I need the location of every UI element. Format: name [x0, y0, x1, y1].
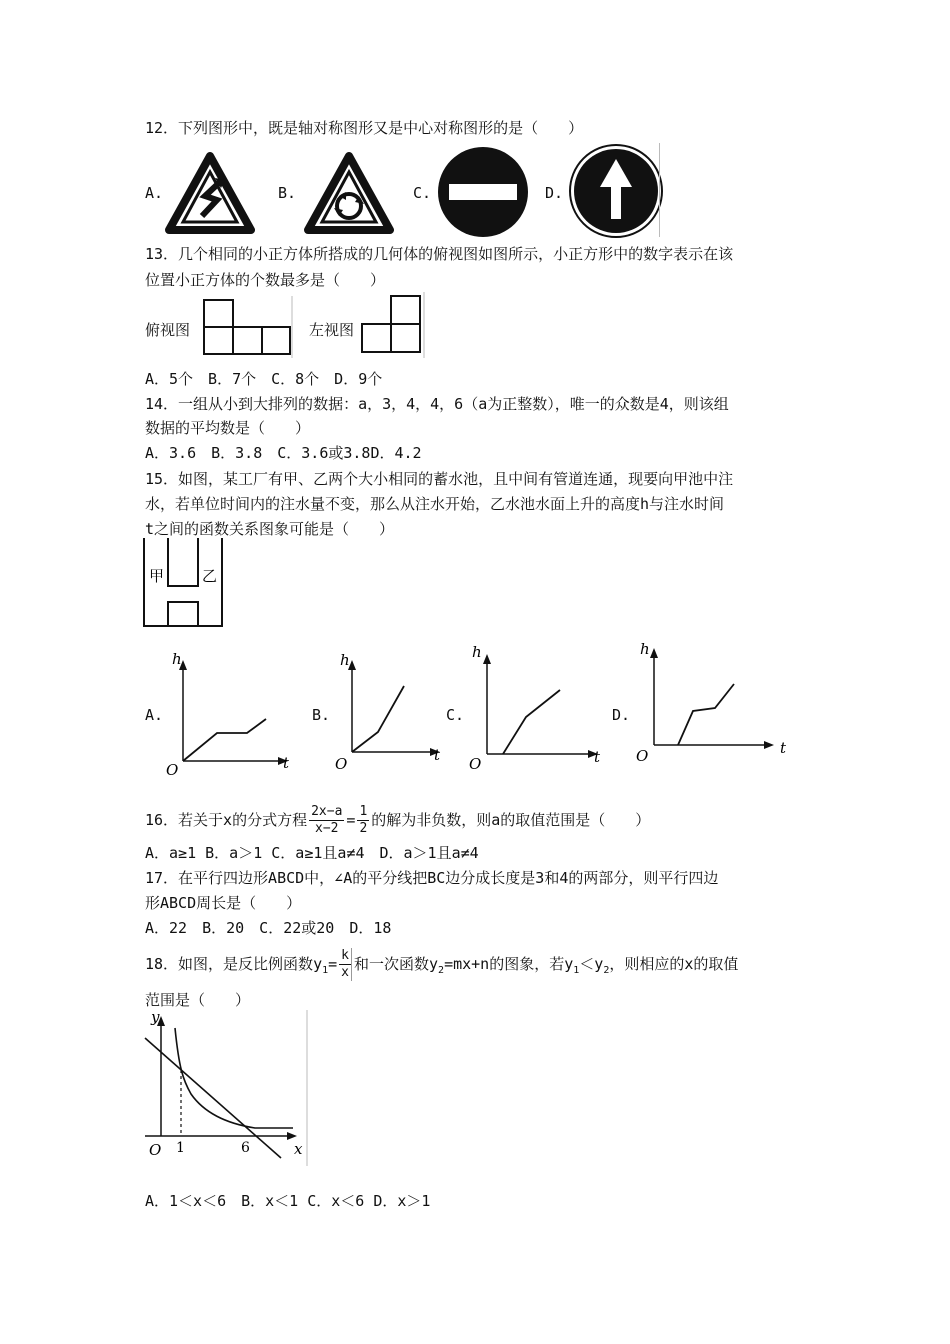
q12-label-d: D.	[545, 184, 564, 202]
q15-stem-line1: 15．如图，某工厂有甲、乙两个大小相同的蓄水池，且中间有管道连通，现要向甲池中注	[145, 470, 734, 488]
q18-part2: =	[328, 955, 338, 973]
q16-fraction-left	[309, 804, 344, 837]
q16-frac2-den: 2	[359, 821, 368, 836]
q13-stem-line2: 位置小正方体的个数最多是（ ）	[145, 271, 386, 289]
graph-d-origin: O	[636, 747, 649, 765]
graph-b-origin: O	[335, 755, 348, 773]
divider	[659, 143, 660, 237]
q16-equals: =	[346, 811, 356, 829]
q18-frac-num: k	[341, 948, 349, 963]
q18-frac-den: x	[341, 965, 349, 980]
q12-stem: 12．下列图形中，既是轴对称图形又是中心对称图形的是（ ）	[145, 119, 584, 137]
graph-c-t-label: t	[594, 748, 601, 766]
q16-stem	[145, 802, 650, 838]
graph-d-t-label: t	[780, 739, 787, 757]
q18-part6: ，则相应的x的取值	[609, 955, 739, 973]
graph-b	[330, 648, 450, 773]
graph-a-h-label: h	[172, 650, 182, 668]
sign-a-image	[165, 150, 255, 236]
q18-tick-1: 1	[176, 1140, 185, 1156]
q15-label-d: D.	[612, 706, 631, 724]
q16-stem-after: 的解为非负数，则a的取值范围是（ ）	[371, 811, 651, 829]
q15-label-b: B.	[312, 706, 331, 724]
q12-label-c: C.	[413, 184, 432, 202]
q13-top-view-label: 俯视图	[145, 321, 191, 339]
graph-a-t-label: t	[283, 754, 290, 772]
graph-b-h-label: h	[340, 651, 350, 669]
q14-stem-line1: 14．一组从小到大排列的数据：a，3，4，4，6（a为正整数），唯一的众数是4，则该组	[145, 395, 729, 413]
q16-frac2-num: 1	[359, 804, 368, 819]
q16-fraction-right	[357, 804, 369, 837]
q18-fraction	[339, 948, 352, 981]
q18-x-label: x	[294, 1140, 303, 1158]
q18-graph	[143, 1008, 311, 1168]
graph-a-origin: O	[166, 761, 179, 778]
tank-right-label: 乙	[202, 567, 218, 585]
q16-frac1-num: 2x−a	[311, 804, 343, 819]
graph-d	[632, 638, 792, 770]
q15-stem-line2: 水，若单位时间内的注水量不变，那么从注水开始，乙水池水面上升的高度h与注水时间	[145, 495, 725, 513]
water-tanks-figure	[140, 536, 226, 630]
graph-c-origin: O	[469, 755, 482, 773]
q14-options: A．3.6 B．3.8 C．3.6或3.8D．4.2	[145, 444, 422, 462]
q18-stem-line2: 范围是（ ）	[145, 991, 251, 1009]
q13-left-view-label: 左视图	[309, 321, 355, 339]
q17-stem-line1: 17．在平行四边形ABCD中，∠A的平分线把BC边分成长度是3和4的两部分，则平行四边	[145, 869, 719, 887]
sign-b-image	[302, 150, 396, 236]
left-view-figure	[358, 292, 428, 358]
q18-y-label: y	[151, 1008, 160, 1026]
q16-options: A．a≥1 B．a＞1 C．a≥1且a≠4 D．a＞1且a≠4	[145, 844, 479, 862]
graph-c-h-label: h	[472, 643, 482, 661]
sign-c-image	[436, 145, 530, 239]
q18-tick-6: 6	[241, 1140, 250, 1156]
q16-frac1-den: x−2	[315, 821, 339, 836]
q18-part3: 和一次函数y	[353, 955, 439, 973]
q15-stem-line3: t之间的函数关系图象可能是（ ）	[145, 520, 395, 538]
q13-options: A．5个 B．7个 C．8个 D．9个	[145, 370, 383, 388]
graph-d-h-label: h	[640, 640, 650, 658]
graph-c	[464, 640, 609, 775]
q12-label-b: B.	[278, 184, 297, 202]
q18-stem-line1	[145, 946, 738, 989]
q17-options: A．22 B．20 C．22或20 D．18	[145, 919, 392, 937]
top-view-figure	[200, 296, 295, 358]
q18-sub3: 1	[573, 965, 580, 976]
q18-sub2: 2	[438, 965, 445, 976]
q18-origin: O	[149, 1141, 162, 1159]
q17-stem-line2: 形ABCD周长是（ ）	[145, 894, 302, 912]
q15-label-c: C.	[446, 706, 465, 724]
q15-label-a: A.	[145, 706, 164, 724]
graph-b-t-label: t	[434, 746, 441, 764]
q18-part4: =mx+n的图象，若y	[444, 955, 574, 973]
q16-stem-before: 16．若关于x的分式方程	[145, 811, 308, 829]
q18-sub1: 1	[322, 965, 329, 976]
tank-left-label: 甲	[149, 567, 165, 585]
q18-sub4: 2	[603, 965, 610, 976]
q13-stem-line1: 13．几个相同的小正方体所搭成的几何体的俯视图如图所示，小正方形中的数字表示在该	[145, 245, 734, 263]
q18-part5: ＜y	[579, 955, 604, 973]
q14-stem-line2: 数据的平均数是（ ）	[145, 419, 311, 437]
q12-label-a: A.	[145, 184, 164, 202]
graph-a	[162, 648, 297, 778]
q18-options: A．1＜x＜6 B．x＜1 C．x＜6 D．x＞1	[145, 1192, 431, 1210]
q18-part1: 18．如图，是反比例函数y	[145, 955, 323, 973]
sign-d-image	[568, 143, 664, 239]
